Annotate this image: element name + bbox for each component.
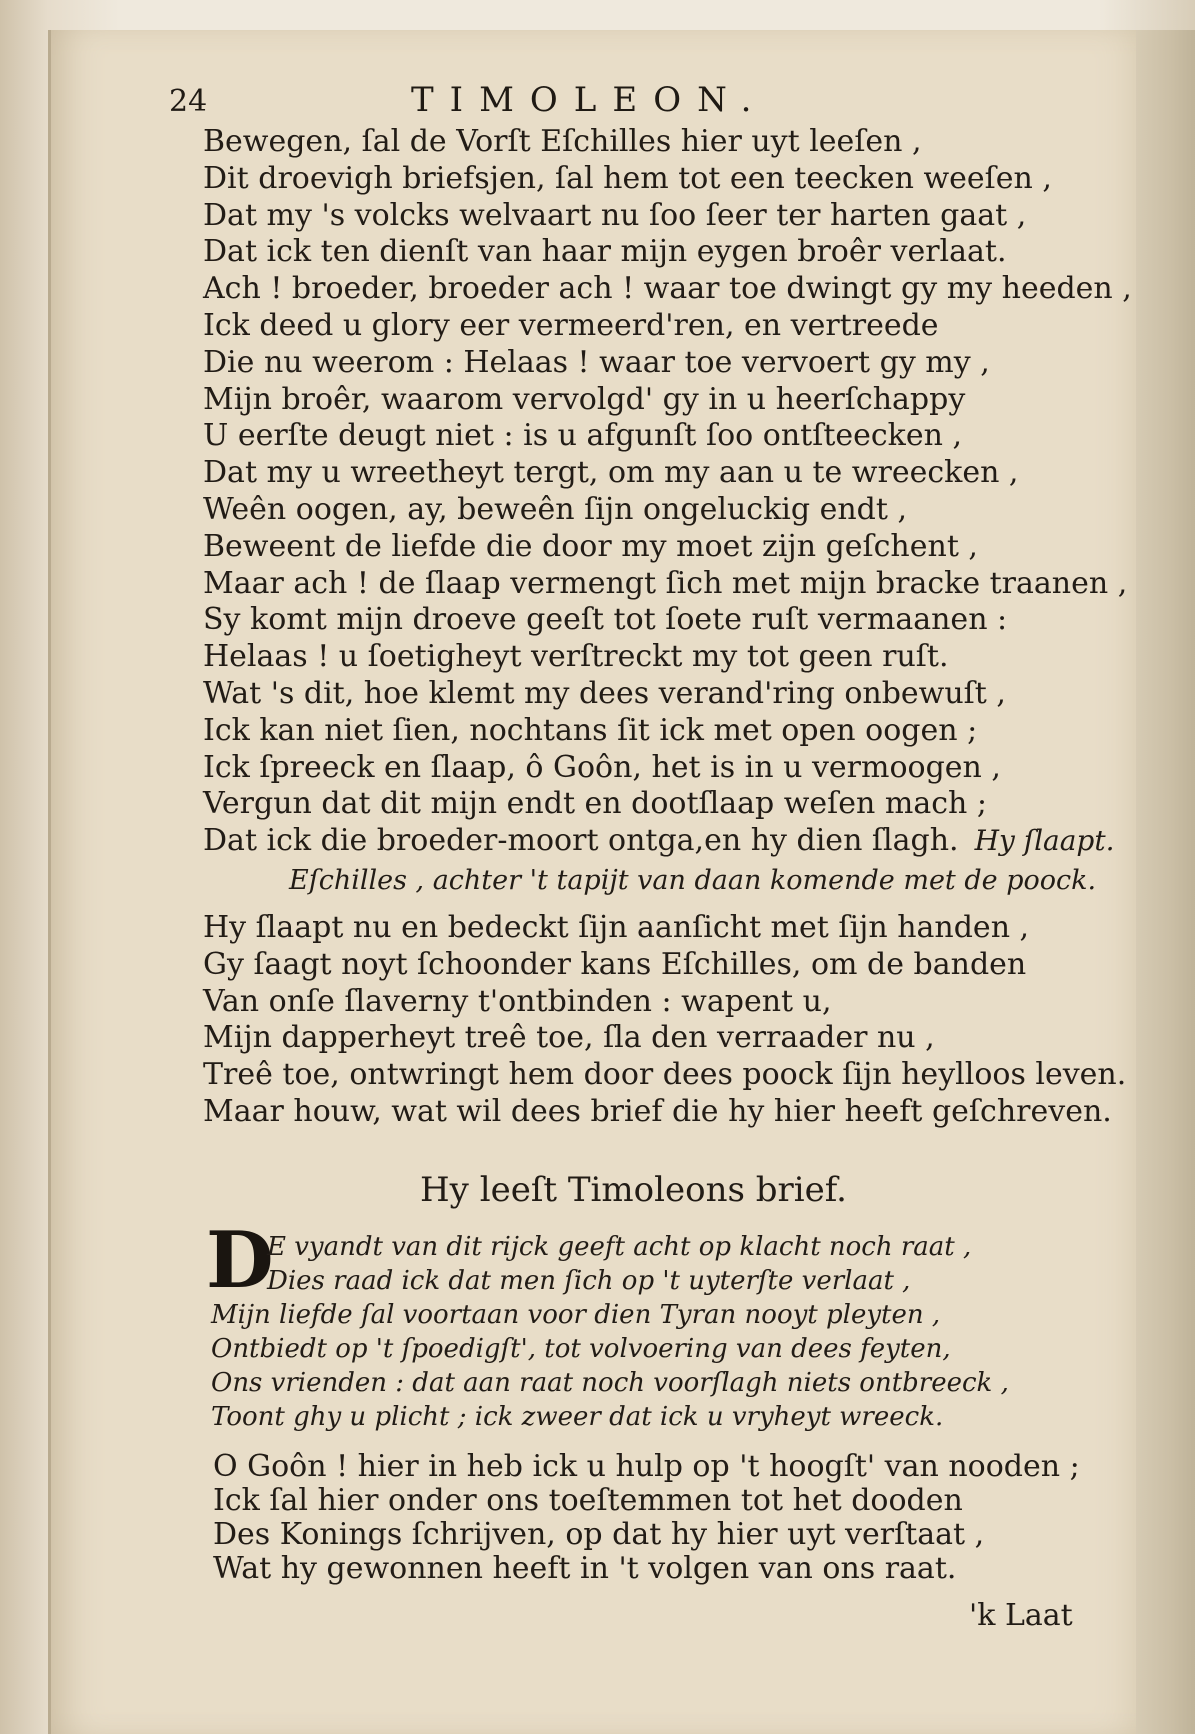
catchword: 'k Laat [969, 1598, 1073, 1633]
verse-line: Vergun dat dit mijn endt en dootſlaap weſen mach ; [203, 786, 987, 822]
verse-block-3 [213, 1450, 1080, 1586]
verse-line: Dat ick ten dienſt van haar mijn eygen broêr verlaat. [203, 234, 1007, 270]
running-head: TIMOLEON. [411, 80, 768, 120]
drop-cap: D [206, 1215, 274, 1306]
verse-line: Sy komt mijn droeve geeſt tot ſoete ruſt vermaanen : [203, 602, 1008, 638]
verse-line: Dat my u wreetheyt tergt, om my aan u te wreecken , [203, 455, 1019, 491]
verse-line: Ick ſal hier onder ons toeſtemmen tot het dooden [213, 1483, 963, 1518]
letter-line: Dies raad ick dat men ſich op 't uyterſte verlaat , [267, 1266, 911, 1296]
verse-line: Helaas ! u ſoetigheyt verſtreckt my tot geen ruſt. [203, 639, 949, 675]
letter-line: Toont ghy u plicht ; ick zweer dat ick u vryheyt wreeck. [211, 1402, 944, 1432]
verse-line-last [203, 823, 1132, 860]
verse-line: Ick kan niet ſien, nochtans ſit ick met open oogen ; [203, 712, 978, 748]
verse-line: Dat my 's volcks welvaart nu ſoo ſeer ter harten gaat , [203, 197, 1027, 233]
letter-line: Mijn liefde ſal voortaan voor dien Tyran nooyt pleyten , [211, 1300, 941, 1330]
verse-line: Maar ach ! de ſlaap vermengt ſich met mijn bracke traanen , [203, 565, 1128, 601]
verse-block-2 [203, 910, 1126, 1131]
letter-line: Ons vrienden : dat aan raat noch voorſlagh niets ontbreeck , [211, 1368, 1009, 1398]
facing-page-edge [1132, 30, 1195, 1734]
verse-line: O Goôn ! hier in heb ick u hulp op 't hoogſt' van nooden ; [213, 1449, 1080, 1484]
stage-direction-eschilles: Eſchilles , achter 't tapijt van daan komende met de poock. [289, 865, 1097, 896]
page-header [51, 80, 1136, 124]
verse-line: Treê toe, ontwringt hem door dees poock ſijn heylloos leven. [203, 1057, 1127, 1093]
verse-line: Hy ſlaapt nu en bedeckt ſijn aanſicht met ſijn handen , [203, 910, 1030, 945]
letter-heading: Hy leeſt Timoleons brief. [420, 1170, 847, 1210]
verse-line: Die nu weerom : Helaas ! waar toe vervoert gy my , [203, 344, 990, 380]
verse-line: Weên oogen, ay, beweên ſijn ongeluckig endt , [203, 491, 907, 527]
verse-line: Mijn dapperheyt treê toe, ſla den verraader nu , [203, 1020, 935, 1056]
letter-line: Ontbiedt op 't ſpoedigſt', tot volvoering van dees feyten, [211, 1334, 951, 1364]
letter-line: E vyandt van dit rijck geeft acht op klacht noch raat , [267, 1232, 972, 1262]
letter-text [211, 1230, 1009, 1434]
stage-direction-sleeps: Hy ſlaapt. [974, 824, 1115, 858]
verse-line: Van onſe ſlaverny t'ontbinden : wapent u, [203, 983, 832, 1019]
verse-line: Maar houw, wat wil dees brief die hy hier heeft geſchreven. [203, 1093, 1112, 1129]
verse-line: Gy ſaagt noyt ſchoonder kans Eſchilles, om de banden [203, 946, 1027, 982]
book-page [48, 30, 1136, 1734]
verse-line: Des Konings ſchrijven, op dat hy hier uyt verſtaat , [213, 1517, 985, 1552]
verse-line: Ach ! broeder, broeder ach ! waar toe dwingt gy my heeden , [203, 271, 1132, 307]
verse-line: Bewegen, ſal de Vorſt Eſchilles hier uyt leeſen , [203, 124, 922, 159]
verse-line: Ick ſpreeck en ſlaap, ô Goôn, het is in u vermoogen , [203, 749, 1001, 785]
verse-line: Wat hy gewonnen heeft in 't volgen van ons raat. [213, 1551, 957, 1586]
verse-line: U eerſte deugt niet : is u afgunſt ſoo ontſteecken , [203, 418, 963, 454]
verse-block-1 [203, 124, 1132, 860]
page-number: 24 [169, 84, 208, 119]
verse-line-text: Dat ick die broeder-moort ontga,en hy dien ſlagh. [203, 823, 959, 859]
verse-line: Wat 's dit, hoe klemt my dees verand'ring onbewuſt , [203, 675, 1006, 711]
verse-line: Beweent de liefde die door my moet zijn geſchent , [203, 528, 978, 564]
verse-line: Mijn broêr, waarom vervolgd' gy in u heerſchappy [203, 381, 966, 417]
verse-line: Ick deed u glory eer vermeerd'ren, en vertreede [203, 307, 939, 343]
verse-line: Dit droevigh briefsjen, ſal hem tot een teecken weeſen , [203, 160, 1052, 196]
